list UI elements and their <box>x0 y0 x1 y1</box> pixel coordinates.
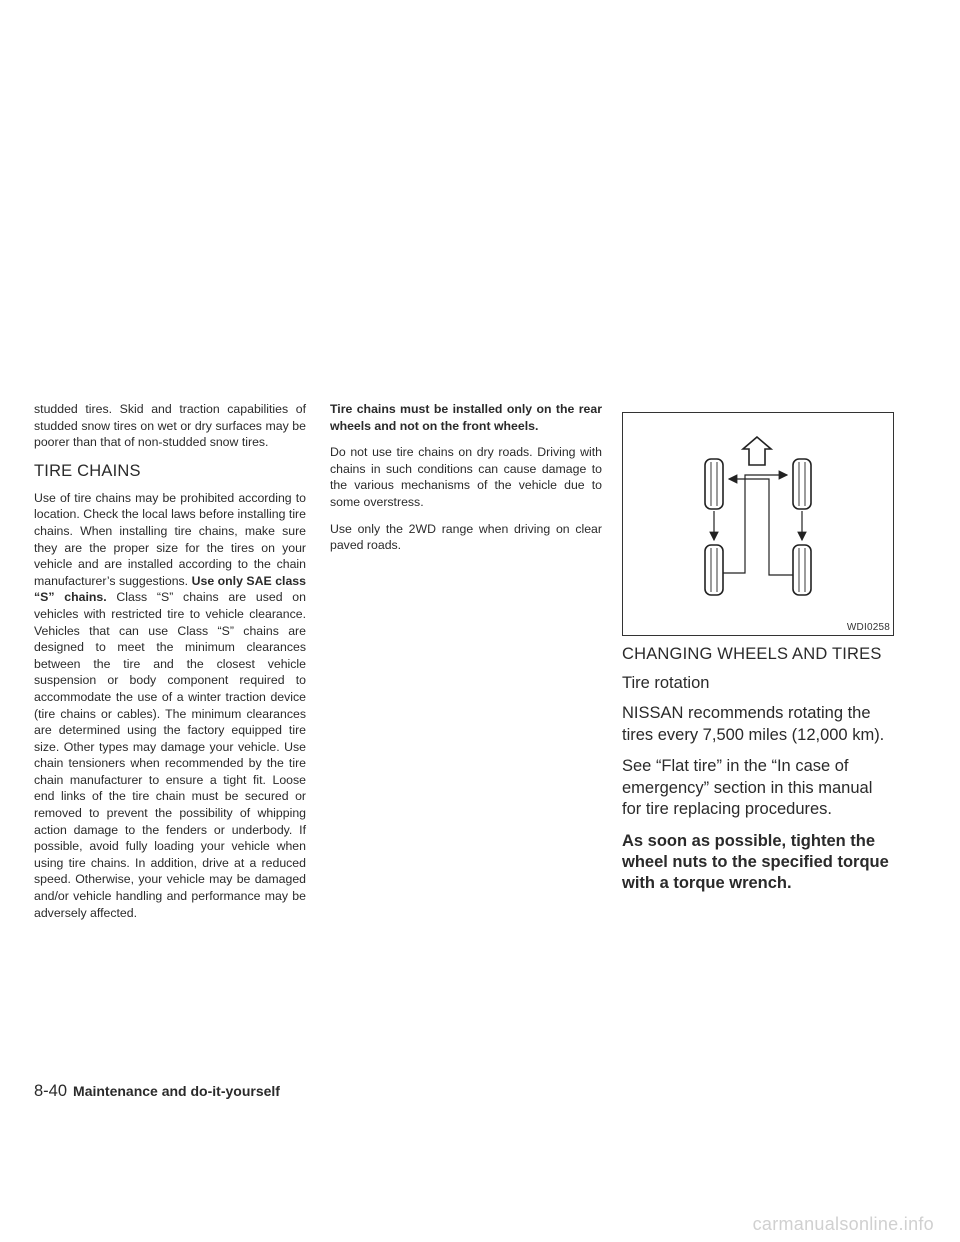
forward-direction-arrow <box>743 437 771 465</box>
figure-code: WDI0258 <box>846 622 890 633</box>
torque-wrench-warning: As soon as possible, tighten the wheel nuts to the specified torque with a torque wrench. <box>622 831 889 892</box>
rear-wheels-warning-text: Tire chains must be installed only on the rear wheels and not on the front wheels. <box>330 402 602 433</box>
watermark: carmanualsonline.info <box>752 1214 934 1234</box>
front-left-tire <box>705 459 723 509</box>
rear-right-to-front-left-arrow <box>729 479 793 575</box>
changing-wheels-heading: CHANGING WHEELS AND TIRES <box>622 645 882 663</box>
tire-chains-text-start: Use of tire chains may be prohibited according to location. Check the local laws before installing tire chains. When installing tire chains, make sure they are the proper size for the tires on your vehicle and are installed according to the chain manufacturer’s suggestions. <box>34 490 306 588</box>
rear-left-tire <box>705 545 723 595</box>
2wd-range-paragraph: Use only the 2WD range when driving on clear paved roads. <box>330 521 602 553</box>
intro-paragraph: studded tires. Skid and traction capabilities of studded snow tires on wet or dry surfaces may be poorer than that of non-studded snow tires. <box>34 402 306 450</box>
rear-right-tire <box>793 545 811 595</box>
middle-column <box>330 401 602 564</box>
dry-roads-paragraph: Do not use tire chains on dry roads. Driving with chains in such conditions can cause damage to the various mechanisms of the vehicle due to some overstress. <box>330 445 602 509</box>
tire-chains-text-end: Class “S” chains are used on vehicles with restricted tire to vehicle clearance. Vehicles that can use Class “S” chains are designed to meet the minimum clearances between the tire and the closest vehicle suspension or body component required to accommodate the use of a winter traction device (tire chains or cables). The minimum clearances are determined using the factory equipped tire size. Other types may damage your vehicle. Use chain tensioners when recommended by the tire chain manufacturer to ensure a tight fit. Loose end links of the tire chain must be secured or removed to prevent the possibility of whipping action damage to the fenders or underbody. If possible, avoid fully loading your vehicle when using tire chains. In addition, drive at a reduced speed. Otherwise, your vehicle may be damaged and/or vehicle handling and performance may be adversely affected. <box>34 590 306 920</box>
rear-wheels-warning <box>330 401 602 434</box>
tire-rotation-figure <box>622 412 894 636</box>
page-footer <box>34 1082 280 1101</box>
sae-class-s-emphasis: Use only SAE class “S” chains. <box>34 573 306 605</box>
page-number: 8-40 <box>34 1082 68 1100</box>
flat-tire-reference-paragraph: See “Flat tire” in the “In case of emergency” section in this manual for tire replacing procedures. <box>622 757 873 818</box>
tire-rotation-diagram <box>623 413 895 637</box>
front-right-tire <box>793 459 811 509</box>
right-column <box>622 406 896 894</box>
left-column <box>34 401 306 931</box>
rotation-interval-paragraph: NISSAN recommends rotating the tires every 7,500 miles (12,000 km). <box>622 704 885 744</box>
tire-chains-heading: TIRE CHAINS <box>34 461 141 480</box>
section-title: Maintenance and do-it-yourself <box>73 1083 280 1099</box>
rear-left-to-front-right-arrow <box>723 475 787 573</box>
tire-rotation-subheading: Tire rotation <box>622 674 710 692</box>
tire-chains-paragraph <box>34 490 306 921</box>
